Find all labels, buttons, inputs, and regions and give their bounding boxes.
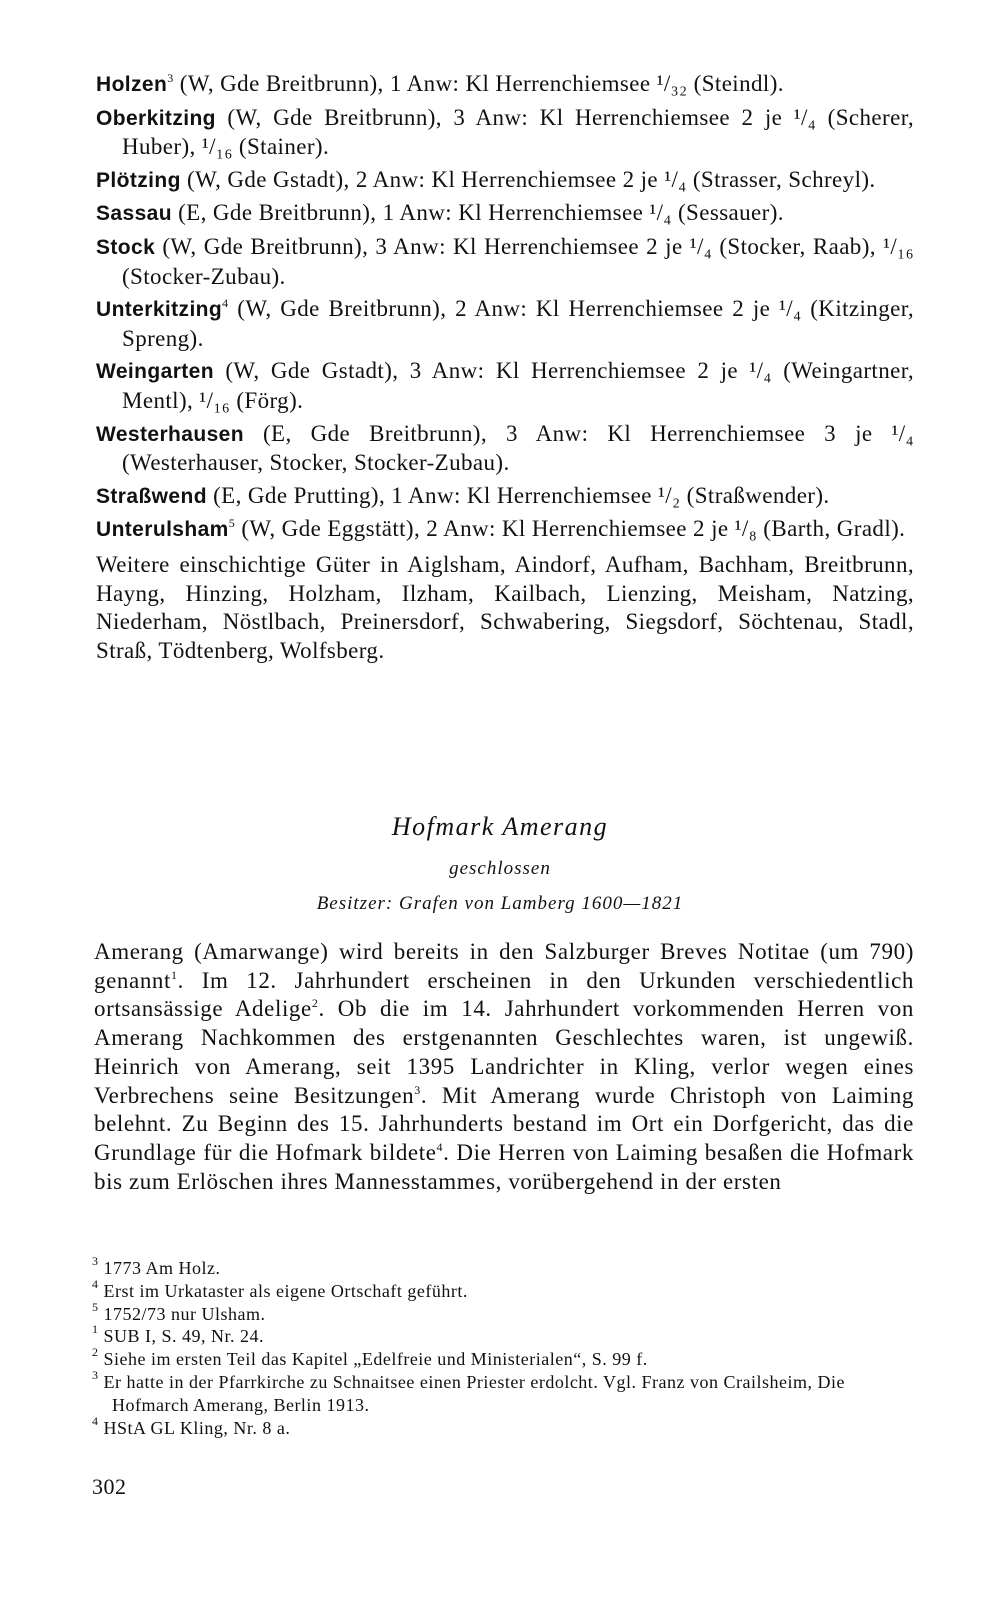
place-text: (E, Gde Breitbrunn), 1 Anw: Kl Herrenchiemsee ¹/₄ (Sessauer). [171,200,784,226]
place-text: (E, Gde Breitbrunn), 3 Anw: Kl Herrenchiemsee 3 je ¹/₄ (Westerhauser, Stocker, Stocker-Zubau). [122,420,914,476]
footnote [92,1299,914,1326]
footnote-text: HStA GL Kling, Nr. 8 a. [103,1417,291,1438]
place-text: (W, Gde Breitbrunn), 3 Anw: Kl Herrenchiemsee 2 je ¹/₄ (Stocker, Raab), ¹/₁₆ (Stocker-Zubau). [122,233,914,289]
place-name: Straßwend [96,484,207,508]
footnote-text: SUB I, S. 49, Nr. 24. [103,1326,265,1347]
place-name: Oberkitzing [96,106,216,130]
place-entries [96,70,914,669]
footnote-ref: 5 [228,516,236,531]
place-entry [96,357,914,415]
place-name: Unterulsham [96,518,229,542]
place-text: (W, Gde Gstadt), 3 Anw: Kl Herrenchiemsee 2 je ¹/₄ (Weingartner, Mentl), ¹/₁₆ (Förg). [122,358,914,413]
footnote-ref: 4 [222,296,229,311]
footnotes [92,1254,914,1439]
place-entry [96,420,914,478]
page-number: 302 [92,1474,127,1499]
place-name: Unterkitzing [96,298,223,322]
footnote [92,1367,914,1417]
place-entry [96,515,914,545]
footnote [92,1276,914,1303]
body-text-run: . Ob die im 14. Jahrhundert vorkommenden Herren von Amerang Nachkommen des erstgenannten Geschlechtes waren, ist ungewiß. Heinrich von Amerang, seit 1395 Landrichter in Kling, verlor wegen eines Verbrechens seine Besitzungen [94,996,914,1108]
body-text-run: . Im 12. Jahrhundert erscheinen in den Urkunden verschiedentlich ortsansässige Adelige [94,967,914,1022]
footnote-text: Erst im Urkataster als eigene Ortschaft geführt. [103,1280,468,1301]
place-text: (W, Gde Eggstätt), 2 Anw: Kl Herrenchiemsee 2 je ¹/₈ (Barth, Gradl). [235,516,906,542]
footnote-ref: 4 [436,1139,444,1154]
place-entry [96,295,914,353]
body-text-run: . Die Herren von Laiming besaßen die Hofmark bis zum Erlöschen ihres Mannesstammes, vorübergehend in der ersten [94,1139,914,1194]
body-paragraph [94,938,914,1196]
further-goods-paragraph: Weitere einschichtige Güter in Aiglsham, Aindorf, Aufham, Bachham, Breitbrunn, Hayng, Hinzing, Holzham, Ilzham, Kailbach, Lienzing, Meisham, Natzing, Niederham, Nöstlbach, Preinersdorf, Schwabering, Siegsdorf, Söchtenau, Stadl, Straß, Tödtenberg, Wolfsberg. [96,551,914,663]
footnote-text: 1752/73 nur Ulsham. [103,1303,266,1324]
place-entry [96,70,914,100]
footnote-ref: 3 [414,1082,421,1097]
place-text: (W, Gde Breitbrunn), 3 Anw: Kl Herrenchiemsee 2 je ¹/₄ (Scherer, Huber), ¹/₁₆ (Stainer). [122,104,914,160]
place-name: Plötzing [96,168,181,192]
footnote-number: 4 [92,1413,99,1428]
footnote-number: 5 [92,1299,99,1314]
body-text-run: . Mit Amerang wurde Christoph von Laiming belehnt. Zu Beginn des 15. Jahrhunderts bestand im Ort ein Dorfgericht, das die Grundlage für die Hofmark bildete [94,1082,914,1165]
place-entry [96,104,914,162]
footnote [92,1322,914,1348]
footnote [92,1345,914,1371]
section-subtitle: geschlossen [449,858,551,879]
place-name: Holzen [96,73,168,96]
footnote-number: 3 [92,1367,99,1382]
footnote [92,1254,914,1280]
section-owner: Besitzer: Grafen von Lamberg 1600—1821 [316,893,684,914]
footnote-text: 1773 Am Holz. [103,1258,221,1278]
footnote-ref: 2 [311,996,319,1011]
footnote-number: 3 [92,1254,99,1268]
footnote-text: Er hatte in der Pfarrkirche zu Schnaitsee einen Priester erdolcht. Vgl. Franz von Crailsheim, Die Hofmarch Amerang, Berlin 1913. [103,1371,845,1415]
place-text: (E, Gde Prutting), 1 Anw: Kl Herrenchiemsee ¹/₂ (Straßwender). [206,482,830,508]
place-entry [96,482,914,512]
section-title: Hofmark Amerang [391,812,609,841]
place-name: Stock [96,235,156,259]
footnote-number: 2 [92,1345,99,1360]
footnote [92,1413,914,1440]
place-entry [96,233,914,291]
footnote-number: 1 [92,1322,99,1337]
footnote-number: 4 [92,1276,99,1291]
footnote-ref: 3 [167,71,174,85]
place-name: Sassau [96,202,172,226]
place-text: (W, Gde Breitbrunn), 2 Anw: Kl Herrenchiemsee 2 je ¹/₄ (Kitzinger, Spreng). [122,296,914,351]
body-text-run: Amerang (Amarwange) wird bereits in den Salzburger Breves Notitae (um 790) genannt [94,939,914,993]
place-entry [96,199,914,229]
footnote-ref: 1 [171,967,178,982]
place-name: Weingarten [96,360,214,384]
place-text: (W, Gde Breitbrunn), 1 Anw: Kl Herrenchiemsee ¹/₃₂ (Steindl). [173,71,784,96]
place-name: Westerhausen [96,422,244,446]
place-text: (W, Gde Gstadt), 2 Anw: Kl Herrenchiemsee 2 je ¹/₄ (Strasser, Schreyl). [180,166,876,192]
footnote-text: Siehe im ersten Teil das Kapitel „Edelfreie und Ministerialen“, S. 99 f. [103,1349,648,1370]
place-entry [96,166,914,196]
